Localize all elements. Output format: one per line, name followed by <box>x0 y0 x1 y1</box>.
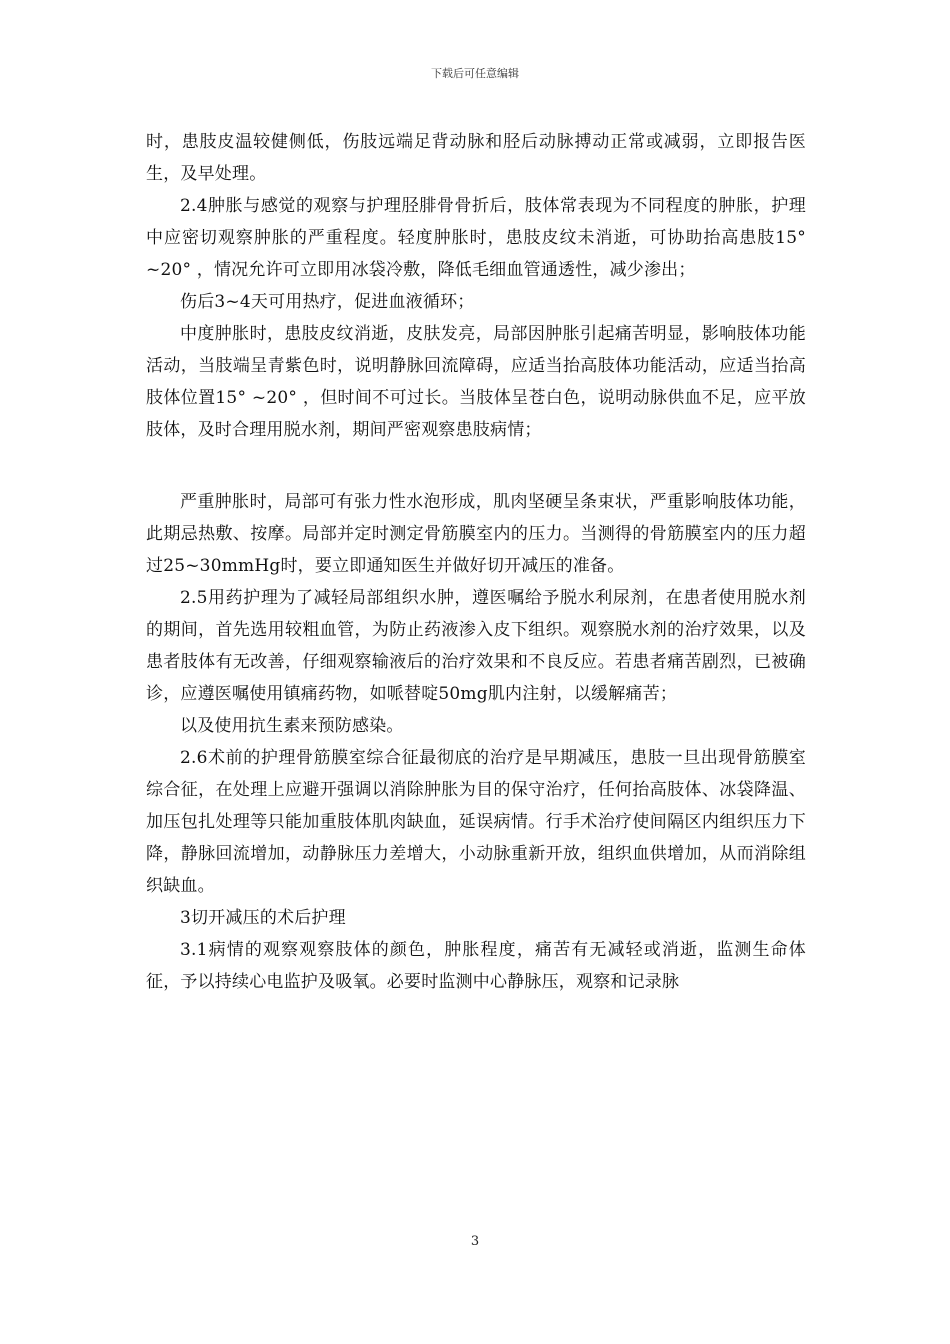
paragraph-continuation: 时，患肢皮温较健侧低，伤肢远端足背动脉和胫后动脉搏动正常或减弱，立即报告医生，及早处理。 <box>146 132 806 184</box>
paragraph-section-2-6: 2.6术前的护理骨筋膜室综合征最彻底的治疗是早期减压，患肢一旦出现骨筋膜室综合征，在处理上应避开强调以消除肿胀为目的保守治疗，任何抬高肢体、冰袋降温、加压包扎处理等只能加重肢体肌肉缺血，延误病情。行手术治疗使间隔区内组织压力下降，静脉回流增加，动静脉压力差增大，小动脉重新开放，组织血供增加，从而消除组织缺血。 <box>146 748 806 896</box>
page-header: 下载后可任意编辑 <box>431 67 519 80</box>
document-body <box>146 126 806 998</box>
paragraph-section-2-5: 2.5用药护理为了减轻局部组织水肿，遵医嘱给予脱水利尿剂，在患者使用脱水剂的期间，首先选用较粗血管，为防止药液渗入皮下组织。观察脱水剂的治疗效果，以及患者肢体有无改善，仔细观察输液后的治疗效果和不良反应。若患者痛苦剧烈，已被确诊，应遵医嘱使用镇痛药物，如哌替啶50mg肌内注射，以缓解痛苦； <box>146 588 806 704</box>
paragraph-section-3-1: 3.1病情的观察观察肢体的颜色，肿胀程度，痛苦有无减轻或消逝，监测生命体征，予以持续心电监护及吸氧。必要时监测中心静脉压，观察和记录脉 <box>146 940 806 992</box>
paragraph-antibiotics: 以及使用抗生素来预防感染。 <box>180 716 404 736</box>
paragraph-moderate-swelling: 中度肿胀时，患肢皮纹消逝，皮肤发亮，局部因肿胀引起痛苦明显，影响肢体功能活动，当肢端呈青紫色时，说明静脉回流障碍，应适当抬高肢体功能活动，应适当抬高肢体位置15° ~20° ，但时间不可过长。当肢体呈苍白色，说明动脉供血不足，应平放肢体，及时合理用脱水剂，期间严密观察患肢病情； <box>146 324 806 440</box>
paragraph-gap <box>146 446 806 486</box>
page-number: 3 <box>470 1234 480 1249</box>
paragraph-heat-therapy: 伤后3~4天可用热疗，促进血液循环； <box>180 292 475 312</box>
paragraph-severe-swelling: 严重肿胀时，局部可有张力性水泡形成，肌肉坚硬呈条束状，严重影响肢体功能，此期忌热敷、按摩。局部并定时测定骨筋膜室内的压力。当测得的骨筋膜室内的压力超过25~30mmHg时，要立即通知医生并做好切开减压的准备。 <box>146 492 806 576</box>
paragraph-section-2-4: 2.4肿胀与感觉的观察与护理胫腓骨骨折后，肢体常表现为不同程度的肿胀，护理中应密切观察肿胀的严重程度。轻度肿胀时，患肢皮纹未消逝，可协助抬高患肢15° ~20° ，情况允许可立即用冰袋冷敷，降低毛细血管通透性，减少渗出； <box>146 196 806 280</box>
section-heading-3: 3切开减压的术后护理 <box>180 908 346 928</box>
